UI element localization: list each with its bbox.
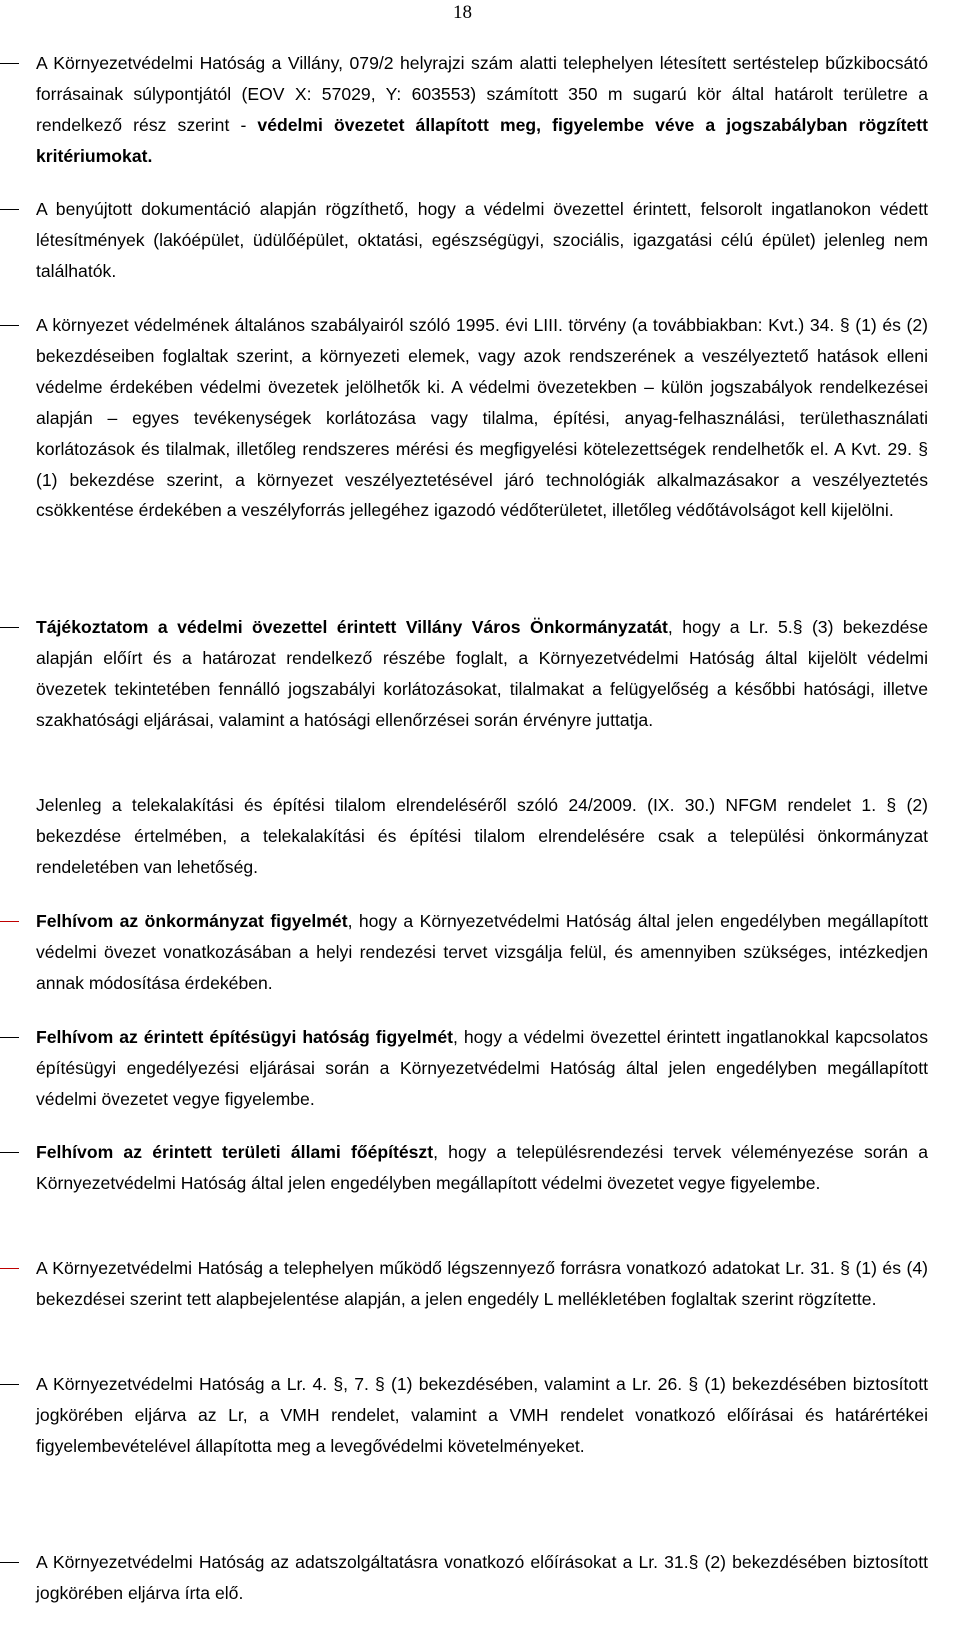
paragraph-text: A Környezetvédelmi Hatóság a telephelyen működő légszennyező forrásra vonatkozó adatokat Lr. 31. § (1) és (4) bekezdései szerint tett alapbejelentése alapján, a jelen engedély L mellékletében foglaltak szerint rögzítette. (36, 1258, 928, 1309)
dash-bullet (0, 1562, 19, 1563)
dash-bullet (0, 1268, 19, 1269)
dash-bullet (0, 921, 19, 922)
paragraph-text: , hogy a Lr. 5.§ (3) bekezdése alapján előírt és a határozat rendelkező részébe foglalt, a Környezetvédelmi Hatóság által kijelölt védelmi övezetek tekintetében fennálló jogszabályi korlátozásokat, tilalmakat a felügyelőség a későbbi hatósági, illetve szakhatósági eljárásai, valamint a hatósági ellenőrzései során érvényre juttatja. (36, 617, 928, 730)
paragraph-bold-text: Felhívom az érintett építésügyi hatóság figyelmét (36, 1027, 453, 1047)
paragraph-bold-text: védelmi övezetet állapított meg, figyelembe véve a jogszabályban rögzített kritériumokat. (36, 114, 928, 166)
paragraph-text: , hogy a védelmi övezettel érintett ingatlanokkal kapcsolatos építésügyi engedélyezési eljárásai során a Környezetvédelmi Hatóság által jelen engedélyben megállapított védelmi övezetet vegye figyelembe. (36, 1027, 929, 1109)
dash-bullet (0, 1152, 19, 1153)
dash-bullet (0, 1384, 19, 1385)
paragraph-item (36, 1022, 928, 1115)
paragraph-text: A benyújtott dokumentáció alapján rögzíthető, hogy a védelmi övezettel érintett, felsorolt ingatlanokon védett létesítmények (lakóépület, üdülőépület, oktatási, egészségügyi, szociális, igazgatási célú épület) jelenleg nem találhatók. (36, 199, 928, 281)
paragraph-item (36, 612, 928, 736)
paragraph-item (36, 1137, 928, 1199)
paragraph-text: A Környezetvédelmi Hatóság az adatszolgáltatásra vonatkozó előírásokat a Lr. 31.§ (2) bekezdésében biztosított jogkörében eljárva írta elő. (36, 1552, 928, 1603)
paragraph-bold-text: Felhívom az érintett területi állami főépítészt (36, 1142, 434, 1162)
paragraph-text: A Környezetvédelmi Hatóság a Villány, 079/2 helyrajzi szám alatti telephelyen létesített sertéstelep bűzkibocsátó forrásainak súlypontjától (EOV X: 57029, Y: 603553) számított 350 m sugarú kör által határolt területre a rendelkező rész szerint - (36, 53, 928, 135)
paragraph-text: A Környezetvédelmi Hatóság a Lr. 4. §, 7. § (1) bekezdésében, valamint a Lr. 26. § (1) bekezdésében biztosított jogkörében eljárva az Lr, a VMH rendelet, valamint a VMH rendelet vonatkozó előírásai és határértékei figyelembevételével állapította meg a levegővédelmi követelményeket. (36, 1374, 928, 1456)
paragraph-item (36, 1253, 928, 1315)
paragraph-bold-text: Felhívom az önkormányzat figyelmét (36, 911, 348, 931)
paragraph-text: A környezet védelmének általános szabályairól szóló 1995. évi LIII. törvény (a továbbiakban: Kvt.) 34. § (1) és (2) bekezdéseiben foglaltak szerint, a környezeti elemek, vagy azok rendszerének a veszélyeztető hatások elleni védelme érdekében védelmi övezetek jelölhetők ki. A védelmi övezetekben – külön jogszabályok rendelkezései alapján – egyes tevékenységek korlátozása vagy tilalma, építési, anyag-felhasználási, területhasználati korlátozások és tilalmak, illetőleg rendszeres mérési és megfigyelési kötelezettségek rendelhetők el. A Kvt. 29. § (1) bekezdése szerint, a környezet veszélyeztetésével járó technológiák alkalmazásakor a veszélyeztetés csökkentése érdekében a veszélyforrás jellegéhez igazodó védőterületet, illetőleg védőtávolságot kell kijelölni. (36, 315, 928, 521)
paragraph-item (36, 48, 928, 172)
paragraph-text: Jelenleg a telekalakítási és építési tilalom elrendeléséről szóló 24/2009. (IX. 30.) NFGM rendelet 1. § (2) bekezdése értelmében, a telekalakítási és építési tilalom elrendelésére csak a települési önkormányzat rendeletében van lehetőség. (36, 795, 928, 877)
paragraph-item (36, 906, 928, 999)
dash-bullet (0, 627, 19, 628)
dash-bullet (0, 1037, 19, 1038)
paragraph-bold-text: Tájékoztatom a védelmi övezettel érintett Villány Város Önkormányzatát (36, 617, 668, 637)
dash-bullet (0, 63, 19, 64)
paragraph-item (36, 310, 928, 526)
paragraph-text: , hogy a településrendezési tervek véleményezése során a Környezetvédelmi Hatóság által jelen engedélyben megállapított védelmi övezetet vegye figyelembe. (36, 1142, 928, 1193)
dash-bullet (0, 209, 19, 210)
paragraph-text: , hogy a Környezetvédelmi Hatóság által jelen engedélyben megállapított védelmi övezet vonatkozásában a helyi rendezési tervet vizsgálja felül, és amennyiben szükséges, intézkedjen annak módosítása érdekében. (36, 911, 928, 993)
paragraph-item (36, 790, 928, 883)
paragraph-item (36, 1547, 928, 1609)
dash-bullet (0, 325, 19, 326)
page-number: 18 (453, 2, 472, 23)
paragraph-item (36, 194, 928, 287)
paragraph-item (36, 1369, 928, 1462)
